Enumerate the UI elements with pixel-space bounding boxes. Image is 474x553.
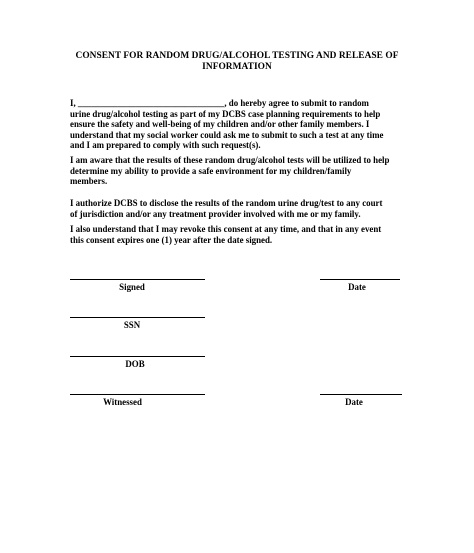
date-label: Date [345,397,363,407]
dob-line [70,356,205,357]
paragraph-line: I also understand that I may revoke this consent at any time, and that in any event [70,224,382,234]
date-label: Date [348,282,366,292]
consent-paragraph [70,98,415,151]
signed-line [70,279,205,280]
ssn-label: SSN [123,320,141,330]
paragraph-line: I, _________________________________, do hereby agree to submit to random [70,98,369,108]
signed-label: Signed [119,282,145,292]
paragraph-line: ensure the safety and well-being of my children and/or other family members. I [70,119,370,129]
witnessed-label: Witnessed [103,397,142,407]
paragraph-line: I authorize DCBS to disclose the results of the random urine drug/test to any court [70,198,383,208]
revocation-paragraph [70,224,415,245]
paragraph-line: of jurisdiction and/or any treatment provider involved with me or my family. [70,208,361,219]
title-line-2: INFORMATION [202,62,272,72]
paragraph-line: members. [70,176,108,186]
paragraph-line: this consent expires one (1) year after the date signed. [70,234,273,245]
paragraph-line: understand that my social worker could ask me to submit to such a test at any time [70,129,384,140]
date-line [320,394,402,395]
witnessed-line [70,394,205,395]
paragraph-line: determine my ability to provide a safe environment for my children/family [70,165,352,176]
paragraph-line: and I am prepared to comply with such request(s). [70,140,261,150]
date-line [320,279,400,280]
title-line-1: CONSENT FOR RANDOM DRUG/ALCOHOL TESTING AND RELEASE OF [75,51,399,61]
paragraph-line: urine drug/alcohol testing as part of my DCBS case planning requirements to help [70,108,381,119]
paragraph-line: I am aware that the results of these random drug/alcohol tests will be utilized to help [70,155,390,165]
dob-label: DOB [125,359,145,369]
document-title [60,51,414,73]
awareness-paragraph [70,155,415,187]
authorization-paragraph [70,198,415,219]
ssn-line [70,317,205,318]
